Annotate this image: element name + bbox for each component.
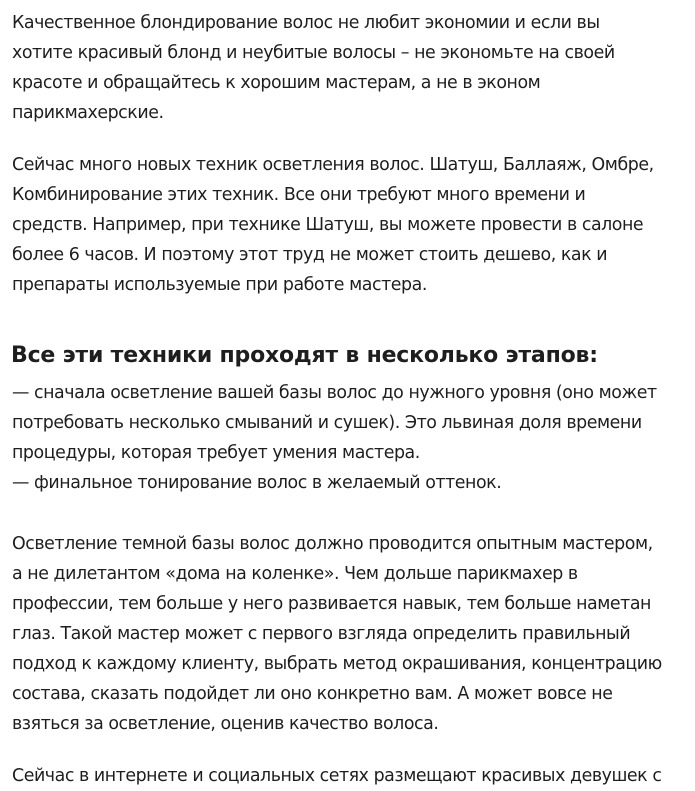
list-item-toning: — финальное тонирование волос в желаемый оттенок. [12,473,502,493]
paragraph-experienced-master [12,529,662,739]
text-line: глаз. Такой мастер может с первого взгляда определить правильный [12,624,631,644]
text-line: состава, сказать подойдет ли оно конкретно вам. А может вовсе не [12,684,613,704]
text-line: более 6 часов. И поэтому этот труд не может стоить дешево, как и [12,245,608,265]
paragraph-social-networks [12,761,661,791]
text-line: Сейчас много новых техник осветления волос. Шатуш, Баллаяж, Омбре, [12,155,654,175]
paragraph-quality-blonding [12,8,615,128]
text-line: Осветление темной базы волос должно проводится опытным мастером, [12,534,653,554]
text-line: профессии, тем больше у него развивается навык, тем больше наметан [12,594,651,614]
text-line: средств. Например, при технике Шатуш, вы можете провести в салоне [12,215,644,235]
text-line: хотите красивый блонд и неубитые волосы – не экономьте на своей [12,43,615,63]
paragraph-lightening-techniques [12,150,654,300]
stages-list [12,378,657,498]
text-line: а не дилетантом «дома на коленке». Чем дольше парикмахер в [12,564,578,584]
text-line: процедуры, которая требует умения мастера. [12,443,420,463]
text-line: красоте и обращайтесь к хорошим мастерам, а не в эконом [12,73,541,93]
list-item-lightening: — сначала осветление вашей базы волос до нужного уровня (оно может [12,383,657,403]
text-line: препараты используемые при работе мастера. [12,275,427,295]
section-heading: Все эти техники проходят в несколько этапов: [11,343,598,368]
text-line: Качественное блондирование волос не любит экономии и если вы [12,13,600,33]
text-line: парикмахерские. [12,103,164,123]
text-line: Комбинирование этих техник. Все они требуют много времени и [12,185,586,205]
text-line: Сейчас в интернете и социальных сетях размещают красивых девушек с [12,766,662,786]
text-line: взяться за осветление, оценив качество волоса. [12,714,439,734]
text-line: подход к каждому клиенту, выбрать метод окрашивания, концентрацию [12,654,662,674]
text-line: потребовать несколько смываний и сушек). Это львиная доля времени [12,413,642,433]
